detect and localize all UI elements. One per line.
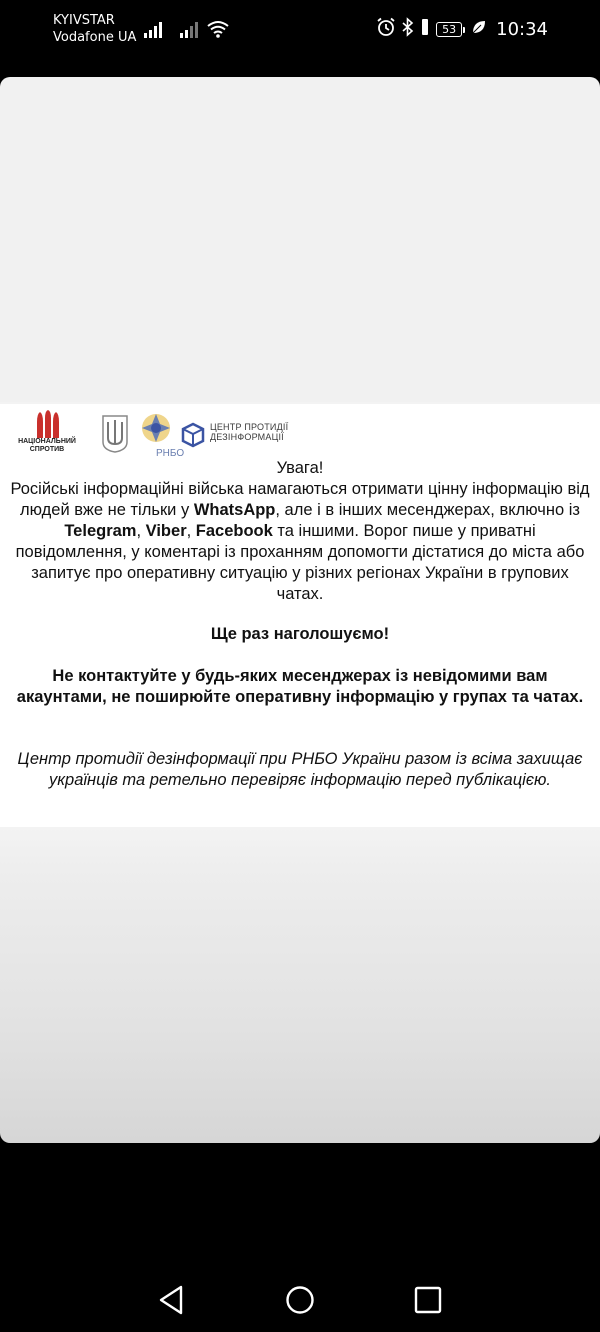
viber-text: Viber [145,522,187,540]
whatsapp-text: WhatsApp [193,501,276,519]
rnbo-label: РНБО [156,448,185,459]
national-resistance-logo [16,410,78,454]
bluetooth-icon [402,17,414,42]
carrier-name-1: KYIVSTAR [53,13,115,28]
message-main [10,458,590,605]
back-icon[interactable] [158,1285,184,1320]
logo-strip [16,408,336,460]
signal-icon [180,20,202,38]
carrier-name-2: Vodafone UA [53,30,137,45]
status-right [376,17,548,42]
post-image [0,404,600,827]
leaf-icon [472,20,486,39]
body-text: та іншими. Ворог пише у приватні повідомлення, у коментарі із проханням допомогти дістатися до міста або запитує про оперативну ситуацію у різних регіонах України в групових чатах. [15,522,585,603]
clock: 10:34 [496,19,548,40]
cpd-line-1: ЦЕНТР ПРОТИДІЇ [210,422,289,432]
message-emphasis: Ще раз наголошуємо! [210,625,390,643]
body-text: , [136,522,146,540]
alarm-icon [376,17,396,42]
message-heading: Увага! [276,459,324,477]
recents-icon[interactable] [414,1285,442,1320]
vibrate-icon [420,18,430,41]
home-icon[interactable] [285,1285,315,1320]
facebook-text: Facebook [195,522,273,540]
body-text: , але і в інших месенджерах, включно із [275,501,580,519]
cpd-logo-icon [180,422,206,453]
battery-icon: 53 [436,22,462,37]
wifi-icon [206,19,230,39]
rnbo-emblem-icon [138,410,174,453]
body-text: , [186,522,196,540]
carrier-info [53,12,136,46]
body-text: Російські інформаційні війська намагаються отримати цінну інформацію від людей вже не тільки у [10,480,590,519]
message-body [10,479,590,605]
message-footer: Центр протидії дезінформації при РНБО України разом із всіма захищає українців та ретельно перевіряє інформацію перед публікацією. [17,750,583,789]
status-bar [0,0,600,62]
national-resistance-label: НАЦІОНАЛЬНИЙ СПРОТИВ [18,438,76,453]
story-card[interactable] [0,77,600,1143]
message-warning: Не контактуйте у будь-яких месенджерах із невідомими вам акаунтами, не поширюйте оперативну інформацію у групах та чатах. [16,667,584,706]
cpd-line-2: ДЕЗІНФОРМАЦІЇ [210,432,284,442]
signal-icon [144,20,166,38]
cpd-logo-text [210,422,288,442]
telegram-text: Telegram [64,522,137,540]
navigation-bar [0,1260,600,1332]
trident-icon [100,414,130,459]
